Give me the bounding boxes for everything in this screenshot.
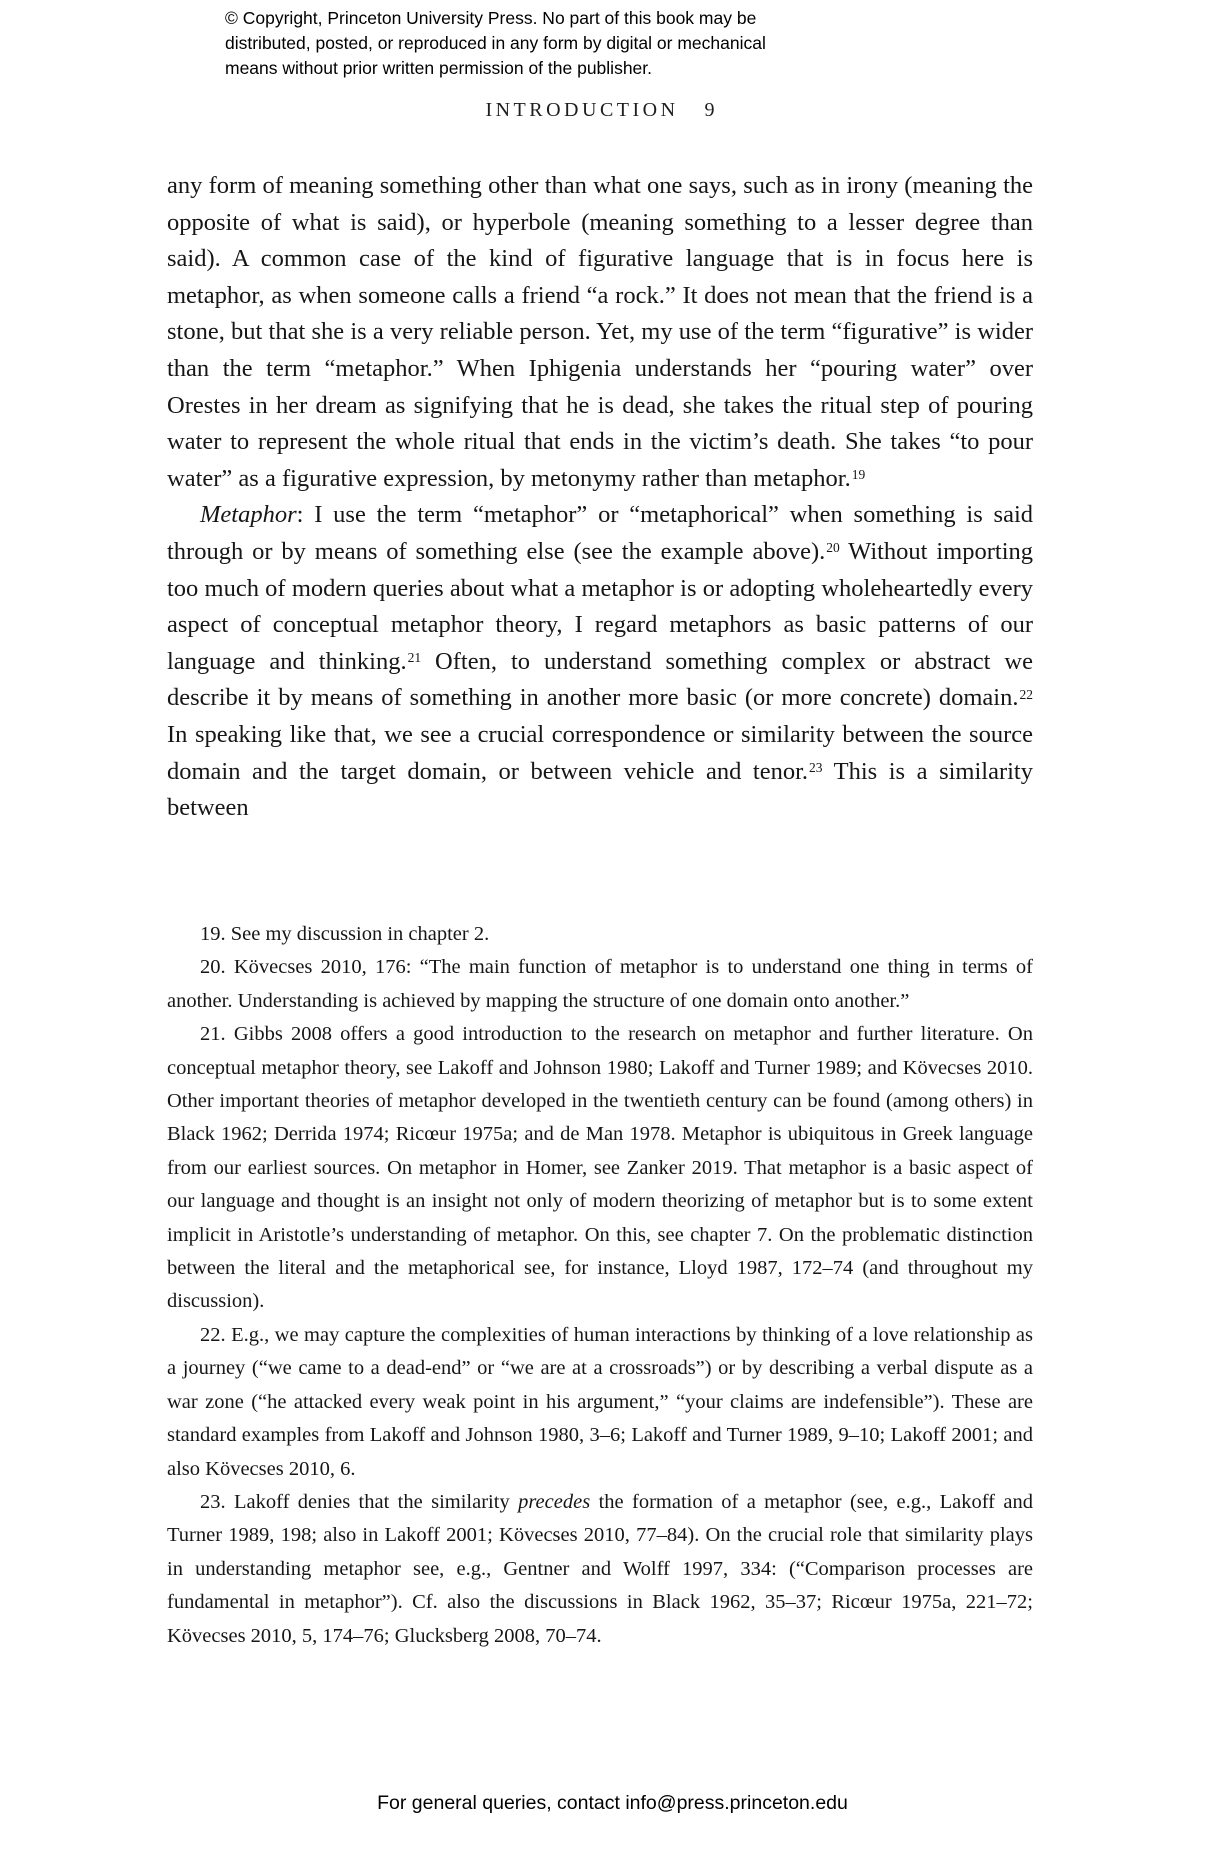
text-segment: Often, to understand something complex or abstract we describe it by means of something in another more basic (or more concrete) domain. xyxy=(167,647,1034,712)
copyright-line-1: © Copyright, Princeton University Press. No part of this book may be xyxy=(225,8,757,28)
footnote-reference: 19 xyxy=(851,467,866,483)
chapter-title: INTRODUCTION xyxy=(485,99,679,121)
paragraph-2 xyxy=(167,497,1033,826)
text-segment: : I use the term “metaphor” or “metaphorical” when something is said through or by means of something else (see the example above). xyxy=(167,501,1033,565)
footnote-21 xyxy=(167,1018,1033,1319)
footnote-reference: 23 xyxy=(809,760,823,775)
paragraph-1 xyxy=(167,168,1033,497)
footnote-23 xyxy=(167,1486,1033,1653)
body-text xyxy=(167,168,1033,827)
press-contact-footer: For general queries, contact info@press.princeton.edu xyxy=(377,1792,848,1814)
footnotes-section xyxy=(167,918,1033,1653)
text-segment: In speaking like that, we see a crucial correspondence or similarity between the source domain and the target domain, or between vehicle and tenor. xyxy=(167,720,1033,785)
text-segment: 23. Lakoff denies that the similarity xyxy=(200,1490,519,1513)
text-segment: any form of meaning something other than what one says, such as in irony (meaning the opposite of what is said), or hyperbole (meaning something to a lesser degree than said). A common case of the kind of figurative language that is in focus here is metaphor, as when someone calls a friend “a rock.” It does not mean that the friend is a stone, but that she is a very reliable person. Yet, my use of the term “figurative” is wider than the term “metaphor.” When Iphigenia understands her “pouring water” over Orestes in her dream as signifying that he is dead, she takes the ritual step of pouring water to represent the whole ritual that ends in the victim’s death. She takes “to pour water” as a figurative expression, by metonymy rather than metaphor. xyxy=(167,172,1033,492)
italic-text: precedes xyxy=(518,1490,591,1513)
copyright-line-2: distributed, posted, or reproduced in any form by digital or mechanical xyxy=(225,33,766,53)
copyright-notice xyxy=(225,6,766,81)
running-header xyxy=(167,98,1033,122)
text-segment: 22. E.g., we may capture the complexities of human interactions by thinking of a love relationship as a journey (“we came to a dead-end” or “we are at a crossroads”) or by describing a verbal dispute as a war zone (“he attacked every weak point in his argument,” “your claims are indefensible”). These are standard examples from Lakoff and Johnson 1980, 3–6; Lakoff and Turner 1989, 9–10; Lakoff 2001; and also Kövecses 2010, 6. xyxy=(167,1323,1033,1480)
footnote-20 xyxy=(167,951,1033,1018)
text-segment: Without importing too much of modern queries about what a metaphor is or adopting wholeheartedly every aspect of conceptual metaphor theory, I regard metaphors as basic patterns of our language and thinking. xyxy=(167,537,1033,675)
text-segment: 19. See my discussion in chapter 2. xyxy=(200,923,490,945)
italic-text: Metaphor xyxy=(200,501,297,529)
footnote-reference: 22 xyxy=(1019,686,1033,702)
footnote-reference: 20 xyxy=(826,540,840,556)
text-segment: 20. Kövecses 2010, 176: “The main function of metaphor is to understand one thing in terms of another. Understanding is achieved by mapping the structure of one domain onto another.” xyxy=(167,956,1033,1012)
text-segment: 21. Gibbs 2008 offers a good introduction to the research on metaphor and further literature. On conceptual metaphor theory, see Lakoff and Johnson 1980; Lakoff and Turner 1989; and Kövecses 2010. Other important theories of metaphor developed in the twentieth century can be found (among others) in Black 1962; Derrida 1974; Ricœur 1975a; and de Man 1978. Metaphor is ubiquitous in Greek language from our earliest sources. On metaphor in Homer, see Zanker 2019. That metaphor is a basic aspect of our language and thought is an insight not only of modern theorizing of metaphor but is to some extent implicit in Aristotle’s understanding of metaphor. On this, see chapter 7. On the problematic distinction between the literal and the metaphorical see, for instance, Lloyd 1987, 172–74 (and throughout my discussion). xyxy=(167,1023,1033,1313)
footnote-19 xyxy=(167,918,1033,951)
footnote-22 xyxy=(167,1319,1033,1486)
footnote-reference: 21 xyxy=(407,650,422,666)
text-segment: This is a similarity between xyxy=(167,757,1033,822)
copyright-line-3: means without prior written permission of the publisher. xyxy=(225,58,653,78)
text-segment: the formation of a metaphor (see, e.g., Lakoff and Turner 1989, 198; also in Lakoff 2001; Kövecses 2010, 77–84). On the crucial role that similarity plays in understanding metaphor see, e.g., Gentner and Wolff 1997, 334: (“Comparison processes are fundamental in metaphor”). Cf. also the discussions in Black 1962, 35–37; Ricœur 1975a, 221–72; Kövecses 2010, 5, 174–76; Glucksberg 2008, 70–74. xyxy=(167,1490,1033,1647)
page-number: 9 xyxy=(704,99,715,121)
